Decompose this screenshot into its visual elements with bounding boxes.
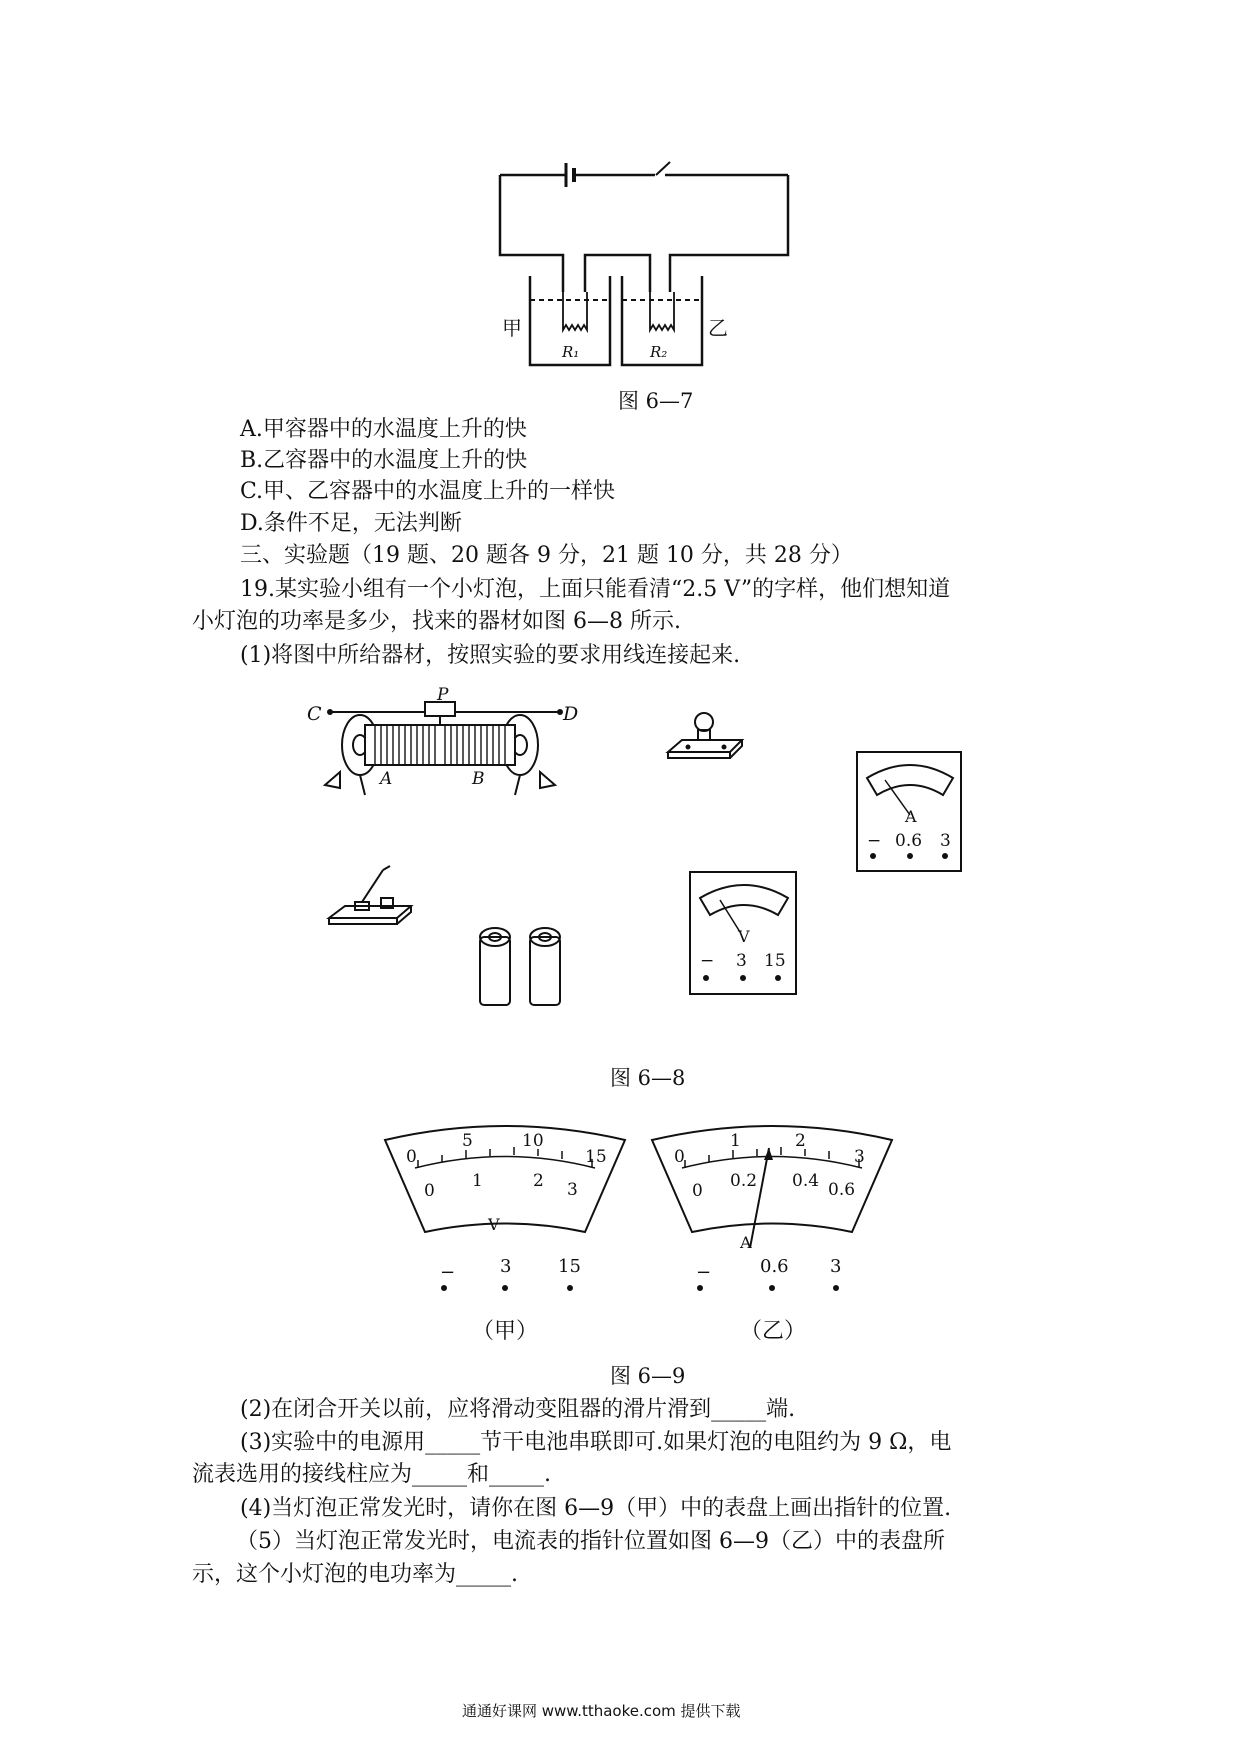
voltmeter-dial-outer-15: 15 [585, 1147, 607, 1167]
section-title: 三、实验题（19 题、20 题各 9 分，21 题 10 分，共 28 分） [240, 543, 853, 568]
circuit-wire-middle [585, 255, 650, 292]
ammeter-dial-terminal-3: 3 [830, 1256, 842, 1277]
rheostat [305, 685, 579, 800]
resistor-r2 [650, 292, 674, 330]
voltmeter-dial-outer-10: 10 [522, 1131, 544, 1151]
voltmeter-dial-terminal-minus: − [440, 1262, 456, 1283]
ammeter-dial-outer-3: 3 [854, 1147, 865, 1167]
voltmeter-terminal-3: 3 [736, 951, 747, 971]
question-19-line1: 19.某实验小组有一个小灯泡，上面只能看清“2.5 V”的字样，他们想知道 [240, 577, 951, 602]
rheostat-label-b: B [472, 769, 485, 789]
voltmeter-dial-outer-5: 5 [462, 1131, 473, 1151]
question-19-line2: 小灯泡的功率是多少，找来的器材如图 6—8 所示. [192, 609, 681, 634]
voltmeter-dial-symbol: V [488, 1215, 500, 1234]
ammeter-terminal-minus: − [867, 831, 882, 851]
ammeter-dial-terminal-minus: − [696, 1262, 712, 1283]
circuit-wire-right [670, 175, 788, 292]
ammeter-dial-outer-1: 1 [730, 1131, 741, 1151]
ammeter-terminal-06: 0.6 [895, 831, 923, 851]
ammeter-dial-symbol: A [740, 1233, 752, 1252]
ammeter-dial-outer-2: 2 [795, 1131, 806, 1151]
voltmeter-dial-inner-2: 2 [533, 1171, 544, 1191]
ammeter-dial-inner-04: 0.4 [792, 1171, 820, 1191]
ammeter-dial-outer-0: 0 [674, 1147, 685, 1167]
ammeter-dial-inner-0: 0 [692, 1181, 703, 1201]
voltmeter-dial [385, 1126, 625, 1232]
label-yi: 乙 [708, 316, 728, 340]
ammeter-terminal-3: 3 [940, 831, 951, 851]
circuit-wire-left [500, 175, 563, 292]
option-c: C.甲、乙容器中的水温度上升的一样快 [240, 479, 616, 504]
ammeter-dial-terminal-06: 0.6 [760, 1256, 789, 1277]
voltmeter-dial-inner-0: 0 [424, 1181, 435, 1201]
ammeter-dial-label: （乙） [740, 1319, 807, 1344]
figure-6-7 [480, 150, 810, 375]
option-a: A.甲容器中的水温度上升的快 [240, 417, 527, 442]
label-r2: R₂ [650, 343, 668, 361]
batteries [474, 925, 569, 1010]
label-jia: 甲 [502, 316, 522, 340]
question-19-part5-line1: （5）当灯泡正常发光时，电流表的指针位置如图 6—9（乙）中的表盘所 [236, 1529, 945, 1554]
voltmeter-terminal-15: 15 [764, 951, 786, 971]
option-d: D.条件不足，无法判断 [240, 511, 462, 536]
voltmeter-dial-inner-3: 3 [567, 1180, 578, 1200]
question-19-part2: (2)在闭合开关以前，应将滑动变阻器的滑片滑到_____端. [240, 1397, 796, 1422]
figure-6-9-caption: 图 6—9 [610, 1364, 686, 1388]
question-19-part3-line2: 流表选用的接线柱应为_____和_____. [192, 1462, 551, 1487]
switch-blade [656, 162, 670, 175]
question-19-part5-line2: 示，这个小灯泡的电功率为_____. [192, 1562, 518, 1587]
rheostat-label-c: C [307, 703, 322, 725]
page-footer: 通通好课网 www.tthaoke.com 提供下载 [462, 1702, 741, 1720]
ammeter-figure-6-8 [855, 750, 965, 875]
voltmeter-dial-outer-0: 0 [406, 1147, 417, 1167]
voltmeter-terminal-minus: − [700, 951, 715, 971]
voltmeter-dial-label: （甲） [472, 1319, 539, 1344]
option-b: B.乙容器中的水温度上升的快 [240, 448, 528, 473]
label-r1: R₁ [562, 343, 580, 361]
ammeter-dial-needle [750, 1148, 769, 1248]
rheostat-label-p: P [437, 685, 449, 705]
question-19-part1: (1)将图中所给器材，按照实验的要求用线连接起来. [240, 643, 741, 668]
rheostat-label-a: A [380, 769, 393, 789]
figure-6-9 [380, 1120, 1100, 1345]
resistor-r1 [563, 292, 587, 330]
ammeter-symbol: A [905, 807, 917, 826]
voltmeter-figure-6-8 [688, 870, 800, 998]
figure-6-7-caption: 图 6—7 [618, 389, 694, 413]
figure-6-8-caption: 图 6—8 [610, 1066, 686, 1090]
voltmeter-symbol: V [738, 927, 750, 946]
question-19-part4: (4)当灯泡正常发光时，请你在图 6—9（甲）中的表盘上画出指针的位置. [240, 1496, 952, 1521]
voltmeter-dial-terminal-15: 15 [558, 1256, 581, 1277]
ammeter-dial-inner-06: 0.6 [828, 1180, 856, 1200]
switch [325, 860, 415, 935]
ammeter-dial [652, 1126, 892, 1232]
ammeter-dial-needle-head [764, 1148, 773, 1160]
light-bulb [660, 710, 750, 770]
voltmeter-dial-inner-1: 1 [472, 1171, 483, 1191]
question-19-part3-line1: (3)实验中的电源用_____节干电池串联即可.如果灯泡的电阻约为 9 Ω，电 [240, 1430, 952, 1455]
ammeter-dial-inner-02: 0.2 [730, 1171, 758, 1191]
rheostat-label-d: D [563, 703, 579, 725]
voltmeter-dial-terminal-3: 3 [500, 1256, 512, 1277]
